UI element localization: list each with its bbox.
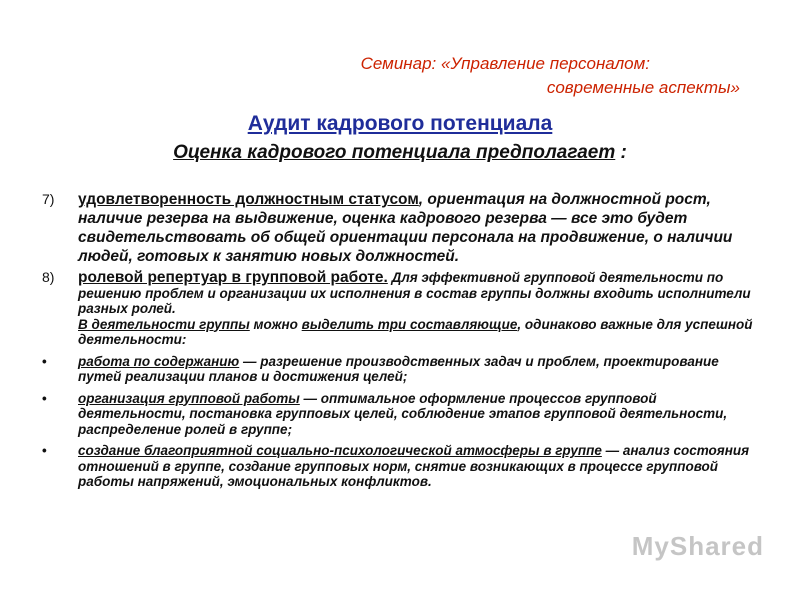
item-7-number: 7) bbox=[42, 191, 55, 207]
item-8-group-line bbox=[78, 317, 762, 348]
watermark-logo: MyShared bbox=[631, 531, 764, 561]
seminar-header bbox=[280, 52, 740, 100]
group-phrase-d: , одинаково важные для успешной деятельности: bbox=[78, 316, 753, 347]
seminar-line-1: Семинар: «Управление персоналом: bbox=[360, 54, 650, 73]
subtitle-text: Оценка кадрового потенциала предполагает bbox=[173, 142, 616, 163]
content-body bbox=[42, 190, 762, 490]
item-7 bbox=[42, 190, 762, 266]
item-8 bbox=[42, 270, 762, 348]
bullet-desc: — разрешение производственных задач и проблем, проектирование путей реализации планов и достижения целей; bbox=[78, 353, 719, 384]
bullet-dot: • bbox=[42, 353, 47, 369]
bullet-term: организация групповой работы bbox=[78, 390, 300, 406]
seminar-line-2: современные аспекты» bbox=[546, 78, 740, 97]
item-7-lead: удовлетворенность должностным статусом bbox=[78, 191, 419, 208]
bullet-term: работа по содержанию bbox=[78, 353, 240, 369]
bullet-term: создание благоприятной социально-психологической атмосферы в группе bbox=[78, 443, 602, 458]
page-subtitle bbox=[0, 142, 800, 164]
item-7-text: , ориентация на должностной рост, наличие резерва на выдвижение, оценка кадрового резерва — все это будет свидетельствовать об общей ориентации персонала на продвижение, о наличии людей, готовых к занятию новых должностей. bbox=[78, 191, 733, 265]
bullet-item bbox=[42, 391, 762, 438]
subtitle-suffix: : bbox=[615, 142, 627, 163]
item-8-number: 8) bbox=[42, 269, 55, 285]
page-title: Аудит кадрового потенциала bbox=[247, 112, 553, 135]
group-phrase-c: выделить три составляющие bbox=[301, 316, 518, 332]
bullet-dot: • bbox=[42, 390, 47, 406]
group-phrase-a: В деятельности группы bbox=[78, 316, 250, 332]
item-8-text: Для эффективной групповой деятельности по решению проблем и организации их исполнения в состав группы должны входить исполнители разных ролей. bbox=[78, 270, 751, 316]
group-phrase-b: можно bbox=[249, 316, 302, 332]
bullet-item bbox=[42, 443, 762, 490]
bullet-desc: — оптимальное оформление процессов групповой деятельности, постановка групповых целей, соблюдение этапов групповой деятельности, распределение ролей в группе; bbox=[78, 390, 728, 437]
item-8-lead: ролевой репертуар в групповой работе. bbox=[78, 269, 388, 286]
bullet-item bbox=[42, 354, 762, 385]
bullet-dot: • bbox=[42, 443, 47, 458]
bullet-desc: — анализ состояния отношений в группе, создание групповых норм, снятие возникающих в процессе групповой работы напряжений, эмоциональных конфликтов. bbox=[78, 443, 750, 489]
